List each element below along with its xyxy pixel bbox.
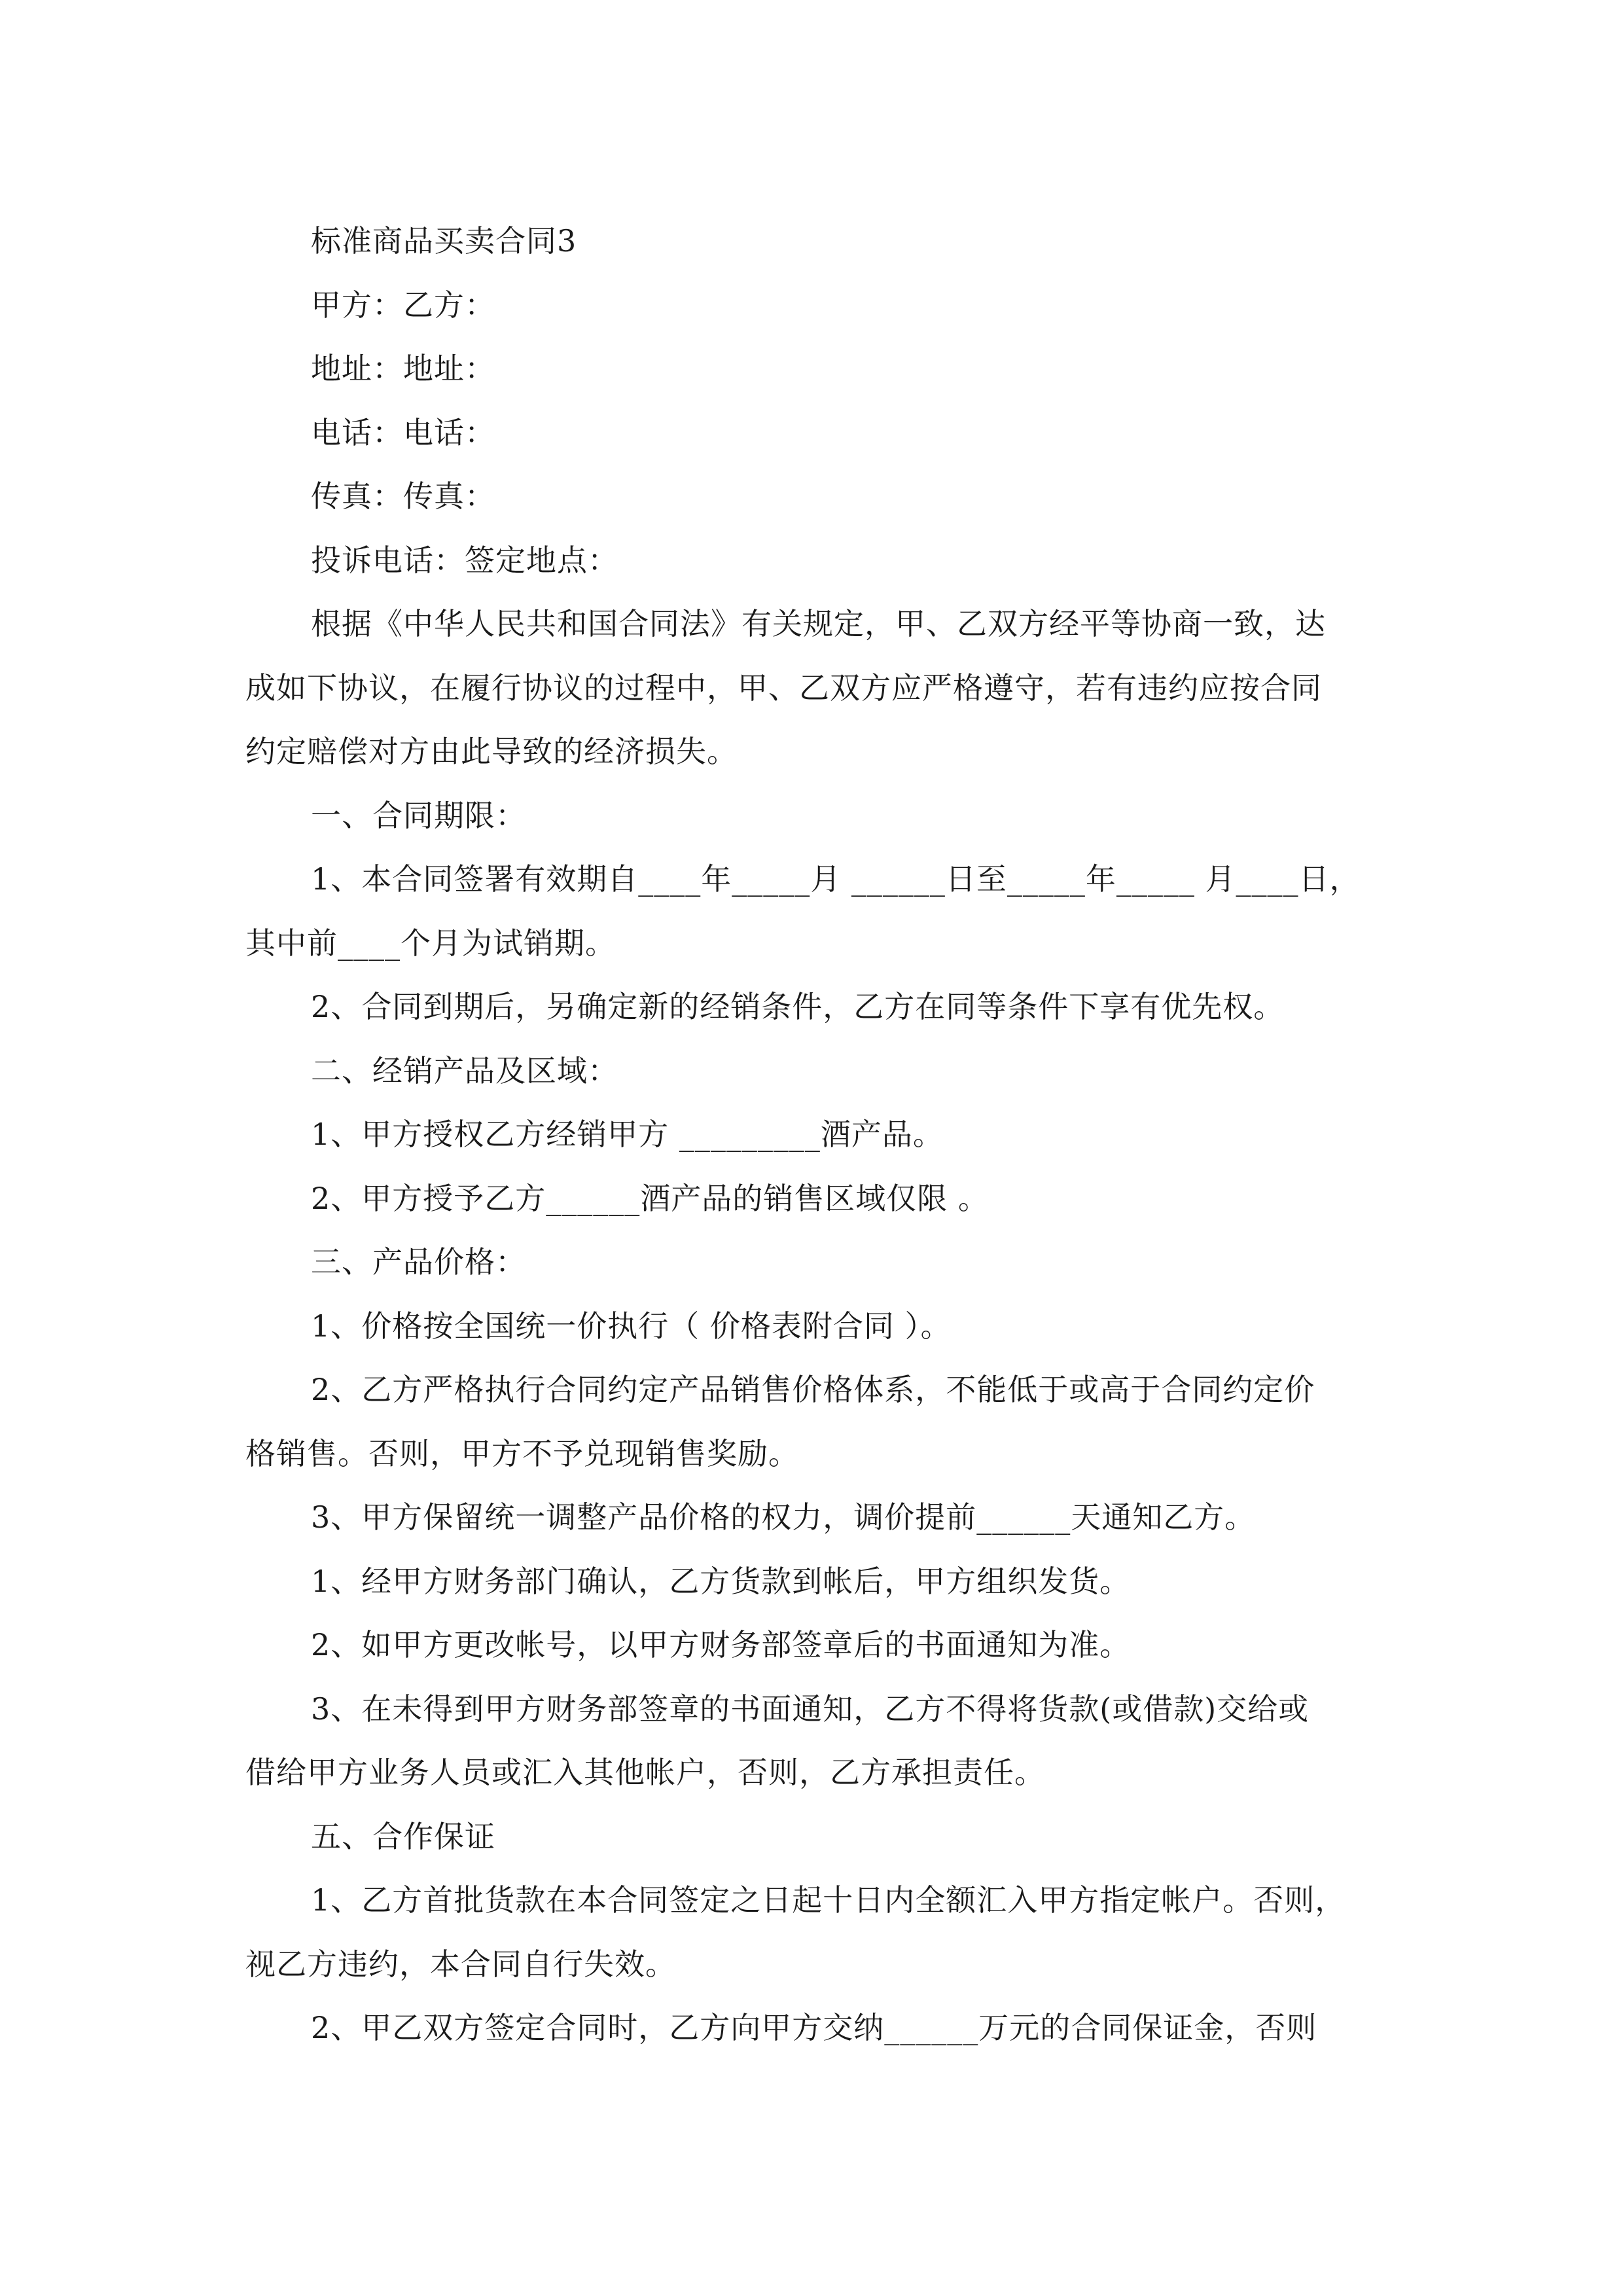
intro-paragraph (245, 592, 1387, 784)
clause-paragraph (245, 848, 1387, 975)
clause-line: 1、甲方授权乙方经销甲方 _________酒产品。 (311, 1117, 944, 1152)
complaint-location-line: 投诉电话：签定地点： (311, 542, 618, 578)
document-body (245, 209, 1387, 2060)
clause-line: 其中前____个月为试销期。 (245, 925, 616, 961)
clause-line: 1、本合同签署有效期自____年_____月 ______日至_____年_____ 月____日， (311, 861, 1361, 897)
clause-line: 格销售。否则，甲方不予兑现销售奖励。 (245, 1435, 799, 1471)
clause-line: 2、如甲方更改帐号，以甲方财务部签章后的书面通知为准。 (311, 1627, 1131, 1662)
intro-line: 成如下协议，在履行协议的过程中，甲、乙双方应严格遵守，若有违约应按合同 (245, 670, 1322, 706)
clause-paragraph (245, 1358, 1387, 1486)
section-heading: 一、合同期限： (311, 797, 526, 833)
intro-line: 根据《中华人民共和国合同法》有关规定，甲、乙双方经平等协商一致，达 (311, 606, 1326, 641)
fax-line: 传真：传真： (311, 478, 495, 514)
clause-line: 2、甲方授予乙方______酒产品的销售区域仅限 。 (311, 1180, 989, 1216)
party-line: 甲方：乙方： (311, 287, 495, 323)
clause-line: 1、乙方首批货款在本合同签定之日起十日内全额汇入甲方指定帐户。否则， (311, 1882, 1346, 1918)
section-heading: 二、经销产品及区域： (311, 1052, 618, 1088)
phone-line: 电话：电话： (311, 414, 495, 450)
clause-line: 1、价格按全国统一价执行（ 价格表附合同 ）。 (311, 1308, 952, 1344)
clause-line: 1、经甲方财务部门确认，乙方货款到帐后，甲方组织发货。 (311, 1563, 1131, 1599)
section-heading: 三、产品价格： (311, 1244, 526, 1280)
clause-line: 借给甲方业务人员或汇入其他帐户，否则，乙方承担责任。 (245, 1755, 1045, 1790)
clause-line: 2、乙方严格执行合同约定产品销售价格体系，不能低于或高于合同约定价 (311, 1372, 1315, 1407)
clause-paragraph (245, 1869, 1387, 1996)
intro-line: 约定赔偿对方由此导致的经济损失。 (245, 734, 738, 769)
section-heading: 五、合作保证 (311, 1818, 495, 1854)
clause-paragraph (245, 1677, 1387, 1805)
clause-line: 视乙方违约，本合同自行失效。 (245, 1946, 676, 1982)
clause-line: 2、合同到期后，另确定新的经销条件，乙方在同等条件下享有优先权。 (311, 989, 1285, 1024)
clause-line: 3、甲方保留统一调整产品价格的权力，调价提前______天通知乙方。 (311, 1499, 1256, 1535)
address-line: 地址：地址： (311, 351, 495, 386)
clause-line: 3、在未得到甲方财务部签章的书面通知，乙方不得将货款(或借款)交给或 (311, 1691, 1310, 1727)
document-title: 标准商品买卖合同3 (311, 223, 577, 259)
clause-line: 2、甲乙双方签定合同时，乙方向甲方交纳______万元的合同保证金，否则 (311, 2010, 1317, 2045)
